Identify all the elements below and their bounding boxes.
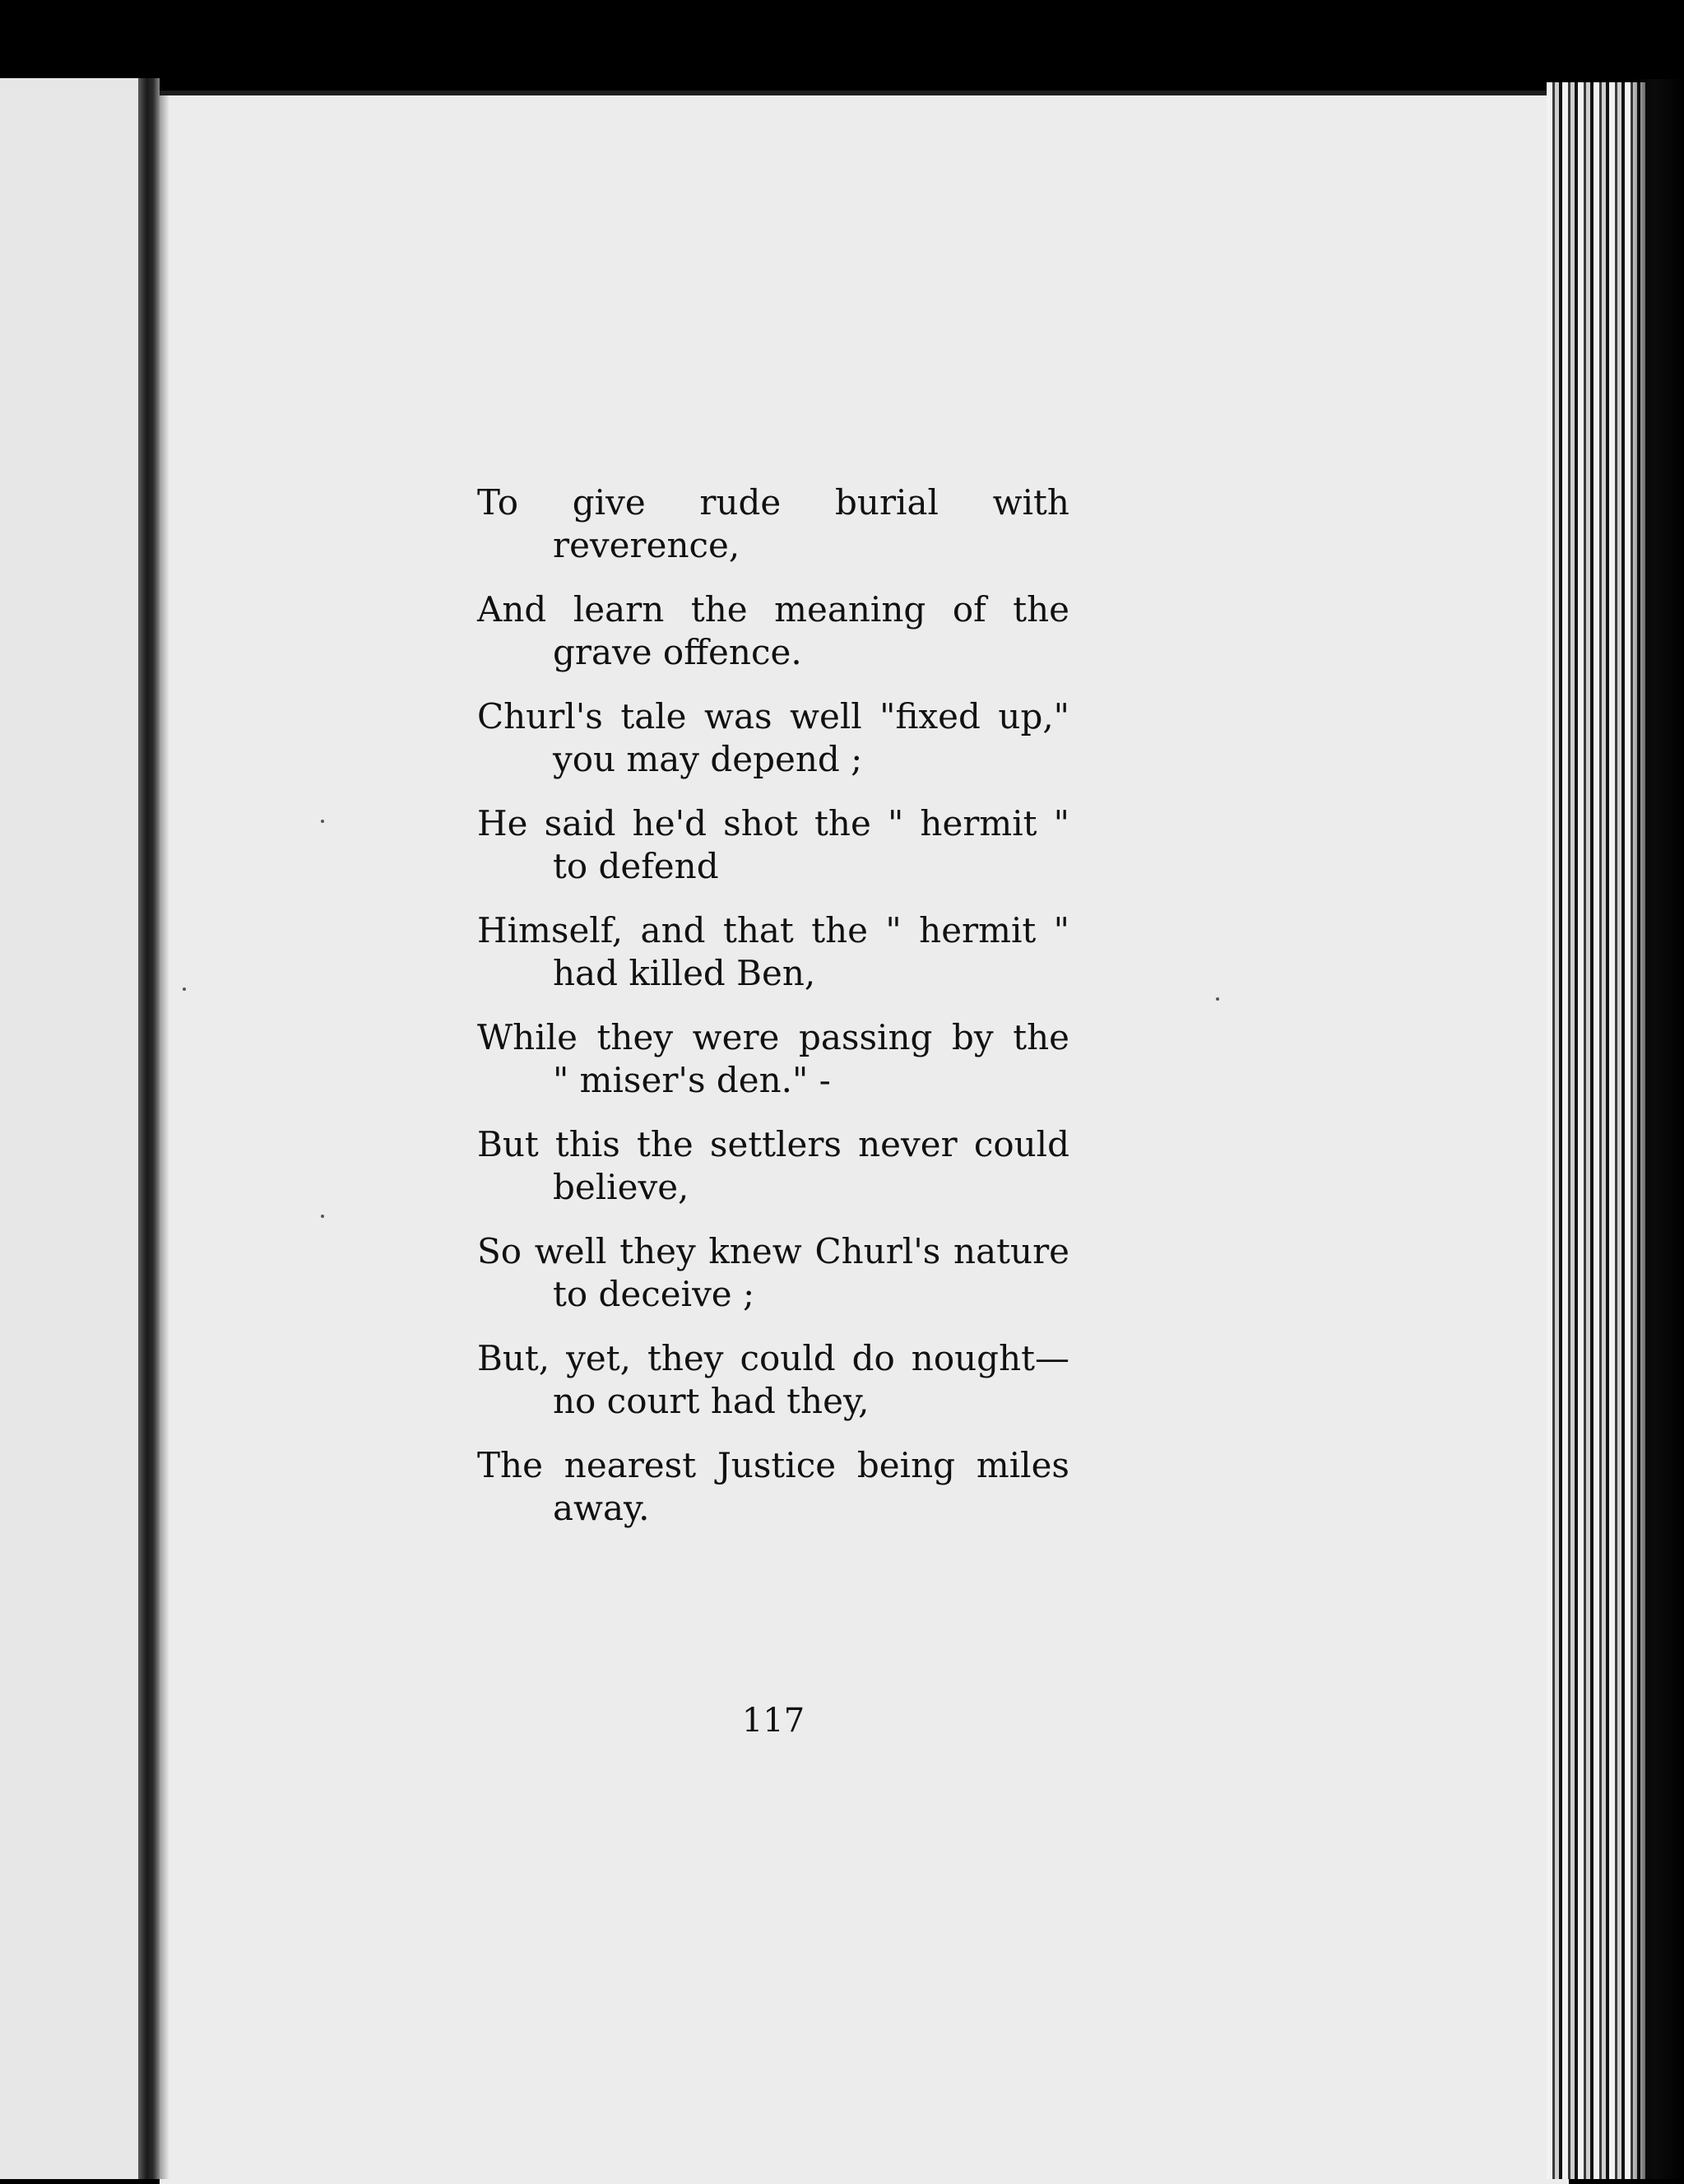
poem-couplet [477,1230,1069,1316]
poem-couplet [477,588,1069,674]
poem-line-continuation: to deceive ; [553,1274,755,1314]
poem-couplet [477,1016,1069,1102]
poem-couplet [477,1444,1069,1530]
poem-line-continuation: you may depend ; [553,739,863,779]
paper-speck [183,987,186,991]
poem-couplet [477,1123,1069,1209]
poem-line: And learn the meaning of the [477,589,1069,630]
poem-couplet [477,1337,1069,1423]
poem-couplet [477,695,1069,781]
page-number: 117 [741,1702,805,1740]
poem-couplet [477,909,1069,995]
book-cover-edge [1567,79,1684,2179]
paper-speck [321,820,324,823]
poem-line: He said he'd shot the " hermit " [477,803,1069,843]
poem-line: But this the settlers never could [477,1124,1069,1164]
poem-line-continuation: to defend [553,846,719,886]
poem-text [477,481,1069,1551]
facing-page [0,78,141,2179]
poem-line-continuation: no court had they, [553,1381,870,1421]
page-shadow [160,95,169,2179]
poem-line: Himself, and that the " hermit " [477,910,1069,950]
poem-line: But, yet, they could do nought— [477,1338,1069,1378]
poem-couplet [477,802,1069,888]
paper-speck [321,1215,324,1218]
book-gutter [138,78,160,2179]
poem-line: To give rude burial with [477,482,1069,523]
poem-line: Churl's tale was well "fixed up," [477,696,1069,737]
poem-line-continuation: away. [553,1488,650,1528]
poem-line-continuation: reverence, [553,525,740,565]
poem-line: While they were passing by the [477,1017,1069,1057]
poem-line-continuation: had killed Ben, [553,953,816,993]
poem-line: The nearest Justice being miles [477,1445,1069,1485]
paper-speck [1216,997,1219,1001]
poem-line-continuation: " miser's den." - [553,1060,831,1100]
poem-couplet [477,481,1069,567]
poem-line-continuation: grave offence. [553,632,802,672]
poem-line: So well they knew Churl's nature [477,1231,1069,1271]
poem-line-continuation: believe, [553,1167,689,1207]
